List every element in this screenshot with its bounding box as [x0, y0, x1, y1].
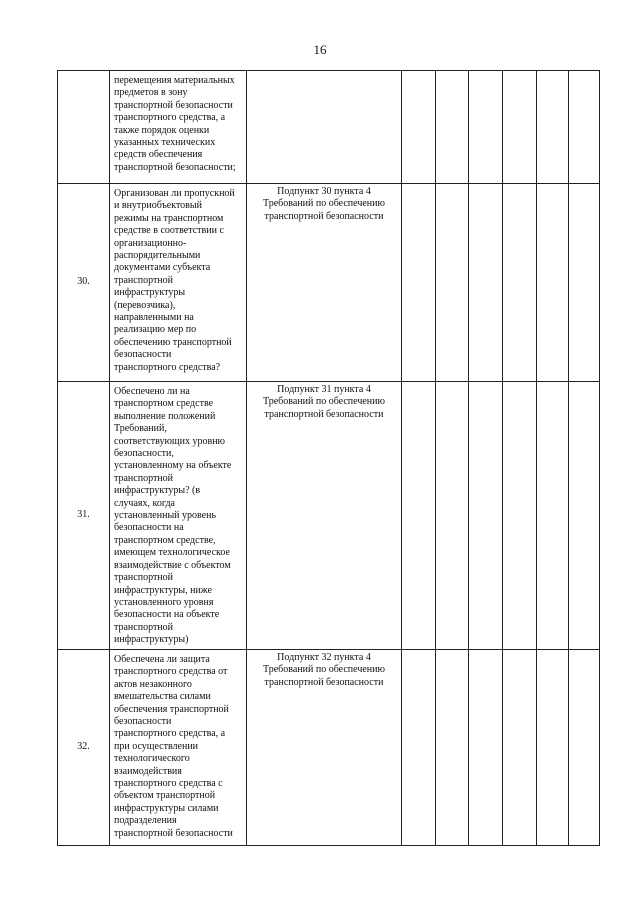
question-text: Обеспечено ли на транспортном средстве выполнение положений Требований, соответствующих уровню безопасности, установленному на объекте транспортной инфраструктуры? (в случаях, когда установленный уровень безопасности на транспортном средстве, имеющем технологическое взаимодействие с объектом транспортной инфраструктуры, ниже установленного уровня безопасности на объекте транспортной инфраструктуры): [114, 386, 232, 646]
notes-cell: [569, 650, 600, 846]
reference-cell: [247, 71, 402, 184]
answer-cell: [503, 71, 537, 184]
page-number: 16: [313, 42, 327, 57]
answer-cell: [537, 71, 569, 184]
question-cell: [110, 184, 247, 382]
reference-cell: Подпункт 30 пункта 4 Требований по обеспечению транспортной безопасности: [247, 184, 402, 382]
row-number: 31.: [58, 382, 110, 650]
question-text: Организован ли пропускной и внутриобъектовый режимы на транспортном средстве в соответствии с организационно- распорядительными документами субъекта транспортной инфраструктуры (перевозчика), направленными на реализацию мер по обеспечению транспортной безопасности транспортного средства?: [114, 188, 235, 373]
question-cell: [110, 382, 247, 650]
answer-na-cell: [469, 382, 503, 650]
notes-cell: [569, 71, 600, 184]
row-number: [58, 71, 110, 184]
answer-no-cell: [436, 184, 469, 382]
answer-cell: [503, 184, 537, 382]
answer-no-cell: [436, 71, 469, 184]
answer-cell: [537, 184, 569, 382]
answer-cell: [503, 382, 537, 650]
answer-cell: [537, 650, 569, 846]
answer-na-cell: [469, 71, 503, 184]
checklist-table: [57, 70, 600, 846]
question-text: перемещения материальных предметов в зону транспортной безопасности транспортного средства, а также порядок оценки указанных технических средств обеспечения транспортной безопасности;: [114, 75, 236, 173]
reference-cell: Подпункт 32 пункта 4 Требований по обеспечению транспортной безопасности: [247, 650, 402, 846]
answer-yes-cell: [402, 71, 436, 184]
table-row: [58, 650, 600, 846]
answer-cell: [503, 650, 537, 846]
table-row: [58, 184, 600, 382]
answer-yes-cell: [402, 184, 436, 382]
row-number: 30.: [58, 184, 110, 382]
answer-no-cell: [436, 650, 469, 846]
notes-cell: [569, 184, 600, 382]
answer-cell: [537, 382, 569, 650]
question-cell: [110, 650, 247, 846]
answer-yes-cell: [402, 382, 436, 650]
answer-na-cell: [469, 184, 503, 382]
reference-cell: Подпункт 31 пункта 4 Требований по обеспечению транспортной безопасности: [247, 382, 402, 650]
answer-yes-cell: [402, 650, 436, 846]
question-text: Обеспечена ли защита транспортного средства от актов незаконного вмешательства силами обеспечения транспортной безопасности транспортного средства, а при осуществлении технологического взаимодействия транспортного средства с объектом транспортной инфраструктуры силами подразделения транспортной безопасности: [114, 654, 233, 839]
row-number: 32.: [58, 650, 110, 846]
table-row: [58, 382, 600, 650]
notes-cell: [569, 382, 600, 650]
question-cell: [110, 71, 247, 184]
answer-na-cell: [469, 650, 503, 846]
table-row: [58, 71, 600, 184]
answer-no-cell: [436, 382, 469, 650]
